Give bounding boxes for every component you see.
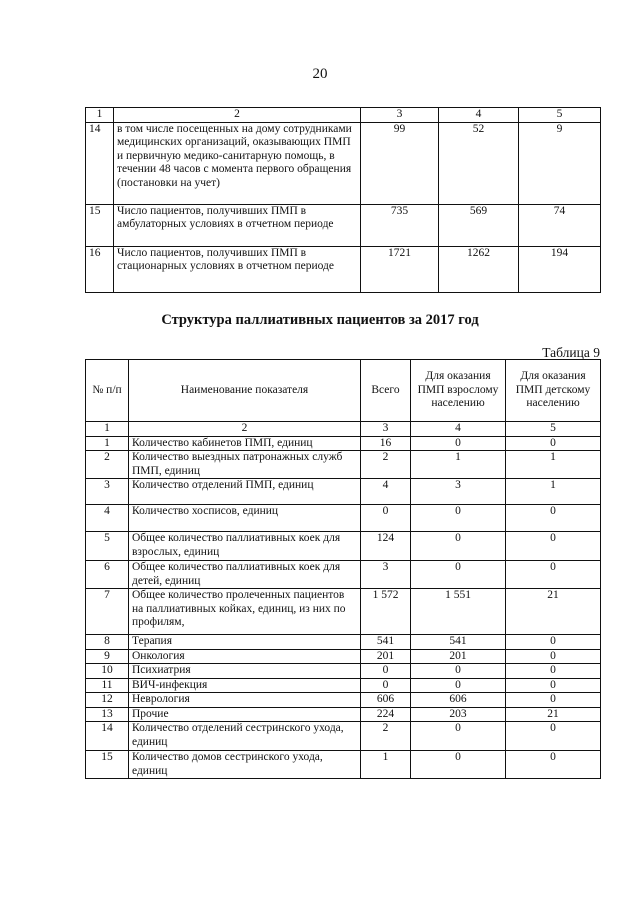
indicator-name: Количество отделений сестринского ухода, единиц — [129, 722, 361, 751]
table-row — [86, 635, 601, 650]
col-header-child: Для оказания ПМП детскому населению — [506, 360, 601, 422]
adult-value: 0 — [411, 664, 506, 679]
col-number-2: 2 — [129, 422, 361, 437]
col-number-4: 4 — [439, 108, 519, 123]
adult-value: 3 — [411, 479, 506, 505]
col-number-4: 4 — [411, 422, 506, 437]
adult-value: 0 — [411, 436, 506, 451]
table-row — [86, 505, 601, 532]
adult-value: 0 — [411, 532, 506, 561]
adult-value: 541 — [411, 635, 506, 650]
row-number: 14 — [86, 722, 129, 751]
table-row — [86, 589, 601, 635]
palliative-structure-table — [85, 359, 601, 779]
header-row — [86, 360, 601, 422]
indicator-name: Неврология — [129, 693, 361, 708]
child-value: 21 — [506, 589, 601, 635]
table-row — [86, 678, 601, 693]
col-header-adult: Для оказания ПМП взрослому населению — [411, 360, 506, 422]
row-number: 3 — [86, 479, 129, 505]
col-number-3: 3 — [361, 422, 411, 437]
indicator-name: Количество отделений ПМП, единиц — [129, 479, 361, 505]
total-value: 606 — [361, 693, 411, 708]
adult-value: 0 — [411, 751, 506, 779]
table-row — [86, 561, 601, 589]
indicator-name: Количество хосписов, единиц — [129, 505, 361, 532]
table-row — [86, 479, 601, 505]
child-value: 0 — [506, 532, 601, 561]
adult-value: 1 — [411, 451, 506, 479]
adult-value: 203 — [411, 707, 506, 722]
total-value: 1 572 — [361, 589, 411, 635]
indicator-name: ВИЧ-инфекция — [129, 678, 361, 693]
table-row — [86, 436, 601, 451]
adult-value: 201 — [411, 649, 506, 664]
total-value: 0 — [361, 664, 411, 679]
adult-value: 606 — [411, 693, 506, 708]
table-caption: Таблица 9 — [542, 345, 600, 360]
total-value: 0 — [361, 678, 411, 693]
row-number: 1 — [86, 436, 129, 451]
adult-value: 0 — [411, 561, 506, 589]
row-number: 14 — [86, 122, 114, 204]
row-number: 12 — [86, 693, 129, 708]
indicator-name: Общее количество паллиативных коек для взрослых, единиц — [129, 532, 361, 561]
total-value: 99 — [361, 122, 439, 204]
total-value: 735 — [361, 204, 439, 246]
indicator-name: в том числе посещенных на дому сотрудниками медицинских организаций, оказывающих ПМП и первичную медико-санитарную помощь, в течении 48 часов с момента первого обращения (постановки на учет) — [114, 122, 361, 204]
child-value: 0 — [506, 561, 601, 589]
table-row — [86, 204, 601, 246]
child-value: 21 — [506, 707, 601, 722]
row-number: 7 — [86, 589, 129, 635]
total-value: 0 — [361, 505, 411, 532]
table-row — [86, 122, 601, 204]
total-value: 1721 — [361, 246, 439, 292]
table-row — [86, 722, 601, 751]
indicator-name: Терапия — [129, 635, 361, 650]
table-row — [86, 451, 601, 479]
total-value: 224 — [361, 707, 411, 722]
table-row — [86, 246, 601, 292]
col-number-3: 3 — [361, 108, 439, 123]
row-number: 2 — [86, 451, 129, 479]
section-title: Структура паллиативных пациентов за 2017 год — [161, 312, 479, 328]
total-value: 124 — [361, 532, 411, 561]
adult-value: 52 — [439, 122, 519, 204]
col-number-5: 5 — [506, 422, 601, 437]
col-header-number: № п/п — [86, 360, 129, 422]
indicator-name: Количество выездных патронажных служб ПМП, единиц — [129, 451, 361, 479]
row-number: 15 — [86, 751, 129, 779]
total-value: 1 — [361, 751, 411, 779]
adult-value: 0 — [411, 505, 506, 532]
total-value: 2 — [361, 451, 411, 479]
child-value: 0 — [506, 693, 601, 708]
total-value: 541 — [361, 635, 411, 650]
column-number-row — [86, 422, 601, 437]
table-row — [86, 751, 601, 779]
col-header-name: Наименование показателя — [129, 360, 361, 422]
child-value: 0 — [506, 649, 601, 664]
page-number: 20 — [312, 66, 328, 82]
total-value: 3 — [361, 561, 411, 589]
indicator-name: Общее количество пролеченных пациентов на паллиативных койках, единиц, из них по профилям, — [129, 589, 361, 635]
row-number: 8 — [86, 635, 129, 650]
child-value: 74 — [519, 204, 601, 246]
table-row — [86, 693, 601, 708]
col-number-2: 2 — [114, 108, 361, 123]
row-number: 6 — [86, 561, 129, 589]
child-value: 0 — [506, 664, 601, 679]
indicator-name: Онкология — [129, 649, 361, 664]
column-number-row — [86, 108, 601, 123]
row-number: 11 — [86, 678, 129, 693]
indicator-name: Количество кабинетов ПМП, единиц — [129, 436, 361, 451]
adult-value: 569 — [439, 204, 519, 246]
adult-value: 1 551 — [411, 589, 506, 635]
continuation-table — [85, 107, 601, 293]
indicator-name: Прочие — [129, 707, 361, 722]
child-value: 0 — [506, 678, 601, 693]
child-value: 194 — [519, 246, 601, 292]
row-number: 5 — [86, 532, 129, 561]
col-header-total: Всего — [361, 360, 411, 422]
row-number: 15 — [86, 204, 114, 246]
col-number-5: 5 — [519, 108, 601, 123]
table-row — [86, 664, 601, 679]
child-value: 0 — [506, 751, 601, 779]
child-value: 9 — [519, 122, 601, 204]
child-value: 0 — [506, 505, 601, 532]
adult-value: 0 — [411, 722, 506, 751]
indicator-name: Число пациентов, получивших ПМП в стационарных условиях в отчетном периоде — [114, 246, 361, 292]
child-value: 0 — [506, 436, 601, 451]
child-value: 0 — [506, 635, 601, 650]
row-number: 9 — [86, 649, 129, 664]
row-number: 13 — [86, 707, 129, 722]
indicator-name: Число пациентов, получивших ПМП в амбулаторных условиях в отчетном периоде — [114, 204, 361, 246]
table-row — [86, 649, 601, 664]
indicator-name: Психиатрия — [129, 664, 361, 679]
total-value: 201 — [361, 649, 411, 664]
table-row — [86, 707, 601, 722]
child-value: 0 — [506, 722, 601, 751]
col-number-1: 1 — [86, 108, 114, 123]
indicator-name: Количество домов сестринского ухода, единиц — [129, 751, 361, 779]
row-number: 4 — [86, 505, 129, 532]
adult-value: 0 — [411, 678, 506, 693]
col-number-1: 1 — [86, 422, 129, 437]
child-value: 1 — [506, 451, 601, 479]
row-number: 16 — [86, 246, 114, 292]
table-row — [86, 532, 601, 561]
row-number: 10 — [86, 664, 129, 679]
adult-value: 1262 — [439, 246, 519, 292]
child-value: 1 — [506, 479, 601, 505]
indicator-name: Общее количество паллиативных коек для детей, единиц — [129, 561, 361, 589]
total-value: 16 — [361, 436, 411, 451]
total-value: 2 — [361, 722, 411, 751]
total-value: 4 — [361, 479, 411, 505]
